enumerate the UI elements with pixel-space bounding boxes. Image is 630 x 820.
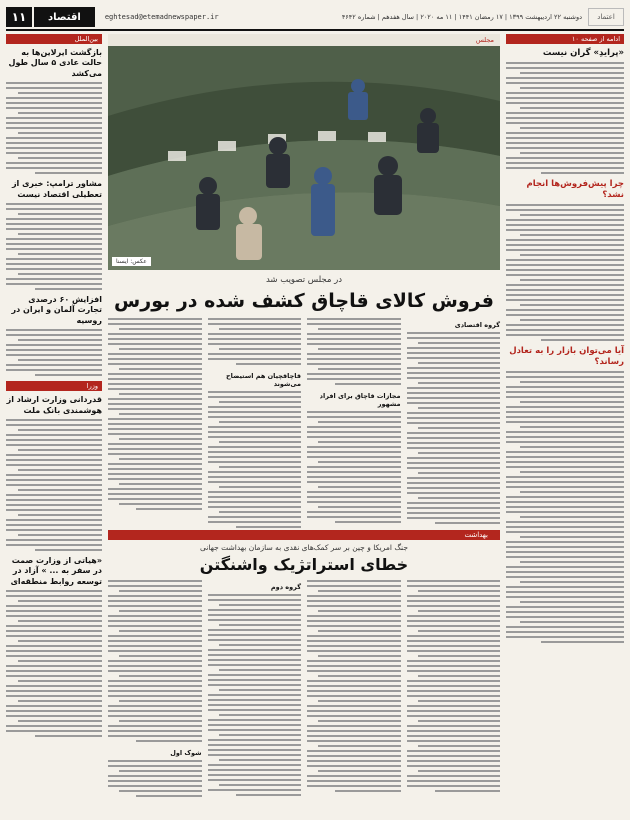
main-headline[interactable]: فروش کالای قاچاق کشف شده در بورس bbox=[114, 290, 494, 312]
left-headline-3[interactable]: افزایش ۶۰ درصدی تجارت آلمان و ایران در روسیه bbox=[11, 294, 102, 325]
parliament-illustration bbox=[108, 46, 500, 270]
text-block bbox=[407, 332, 501, 524]
story-column bbox=[108, 580, 202, 812]
story-column bbox=[407, 580, 501, 812]
text-block bbox=[307, 318, 401, 385]
left-headline-5[interactable]: «هیاتی از وزارت صمت در سفر به ... » آزاد در توسعه روابط منطقه‌ای bbox=[10, 555, 102, 586]
ministers-label: وزرا bbox=[6, 381, 102, 391]
story-subhead: گروه دوم bbox=[270, 583, 301, 591]
story-column bbox=[208, 318, 302, 528]
photo-caption: عکس: ایسنا bbox=[112, 257, 151, 266]
text-block bbox=[108, 580, 202, 742]
text-block bbox=[108, 318, 202, 510]
text-block bbox=[506, 204, 624, 341]
left-headline-1[interactable]: بازگشت ایرلاین‌ها به حالت عادی ۵ سال طول می‌کشد bbox=[8, 48, 102, 78]
story-subhead: مجازات قاچاق برای افراد مشهور bbox=[319, 392, 401, 408]
second-kicker: جنگ امریکا و چین بر سر کمک‌های نقدی به سازمان بهداشت جهانی bbox=[200, 543, 408, 552]
left-headline-4[interactable]: قدردانی وزارت ارشاد از هوشمندی بانک ملت bbox=[6, 395, 102, 415]
page-header bbox=[6, 6, 624, 28]
header-rule bbox=[6, 29, 624, 31]
text-block bbox=[506, 62, 624, 174]
story-column bbox=[108, 318, 202, 528]
continuation-label: ادامه از صفحه ۱۰ bbox=[506, 34, 624, 44]
text-block bbox=[208, 391, 302, 528]
right-headline-1[interactable]: «پرایدِ» گران نیست bbox=[542, 48, 624, 58]
section-bar bbox=[108, 530, 500, 540]
international-label: بین‌الملل bbox=[6, 34, 102, 44]
text-block bbox=[506, 371, 624, 643]
text-block bbox=[108, 760, 202, 797]
left-headline-2[interactable]: مشاور ترامپ: خبری از تعطیلی اقتصاد نیست bbox=[11, 179, 102, 199]
story-subhead: شوک اول bbox=[170, 749, 202, 757]
story-column bbox=[407, 318, 501, 528]
email-address[interactable]: eghtesad@etemadnewspaper.ir bbox=[104, 13, 219, 21]
health-label: بهداشت bbox=[464, 531, 488, 539]
story-byline: گروه اقتصادی bbox=[454, 321, 500, 329]
main-story-body bbox=[108, 318, 500, 528]
parliament-photo[interactable] bbox=[108, 46, 500, 270]
text-block bbox=[208, 318, 302, 365]
text-block bbox=[6, 419, 102, 551]
text-block bbox=[6, 329, 102, 376]
second-story-body bbox=[108, 580, 500, 812]
section-title: اقتصاد bbox=[34, 7, 95, 27]
right-headline-3[interactable]: آیا می‌توان بازار را به تعادل رساند؟ bbox=[509, 346, 624, 368]
date-line: دوشنبه ۲۲ اردیبهشت ۱۳۹۹ | ۱۷ رمضان ۱۴۴۱ | ۱۱ مه ۲۰۲۰ | سال هفدهم | شماره ۴۶۴۲ bbox=[341, 13, 582, 21]
text-block bbox=[6, 82, 102, 174]
right-column bbox=[506, 34, 624, 812]
story-column bbox=[208, 580, 302, 812]
newspaper-logo: اعتماد bbox=[588, 8, 624, 26]
story-column bbox=[307, 318, 401, 528]
text-block bbox=[208, 594, 302, 796]
photo-section-label: مجلس bbox=[108, 34, 500, 46]
text-block bbox=[307, 411, 401, 523]
main-kicker: در مجلس تصویب شد bbox=[265, 275, 343, 285]
story-subhead: قاچاقچیان هم استیضاح می‌شوند bbox=[226, 372, 301, 388]
page-number: ۱۱ bbox=[6, 7, 32, 27]
text-block bbox=[307, 580, 401, 792]
second-headline[interactable]: خطای استراتژیک واشنگتن bbox=[199, 555, 409, 574]
text-block bbox=[6, 590, 102, 737]
text-block bbox=[6, 203, 102, 290]
story-column bbox=[307, 580, 401, 812]
text-block bbox=[407, 580, 501, 792]
left-column bbox=[6, 34, 102, 812]
right-headline-2[interactable]: چرا پیش‌فروش‌ها انجام نشد؟ bbox=[526, 179, 624, 201]
